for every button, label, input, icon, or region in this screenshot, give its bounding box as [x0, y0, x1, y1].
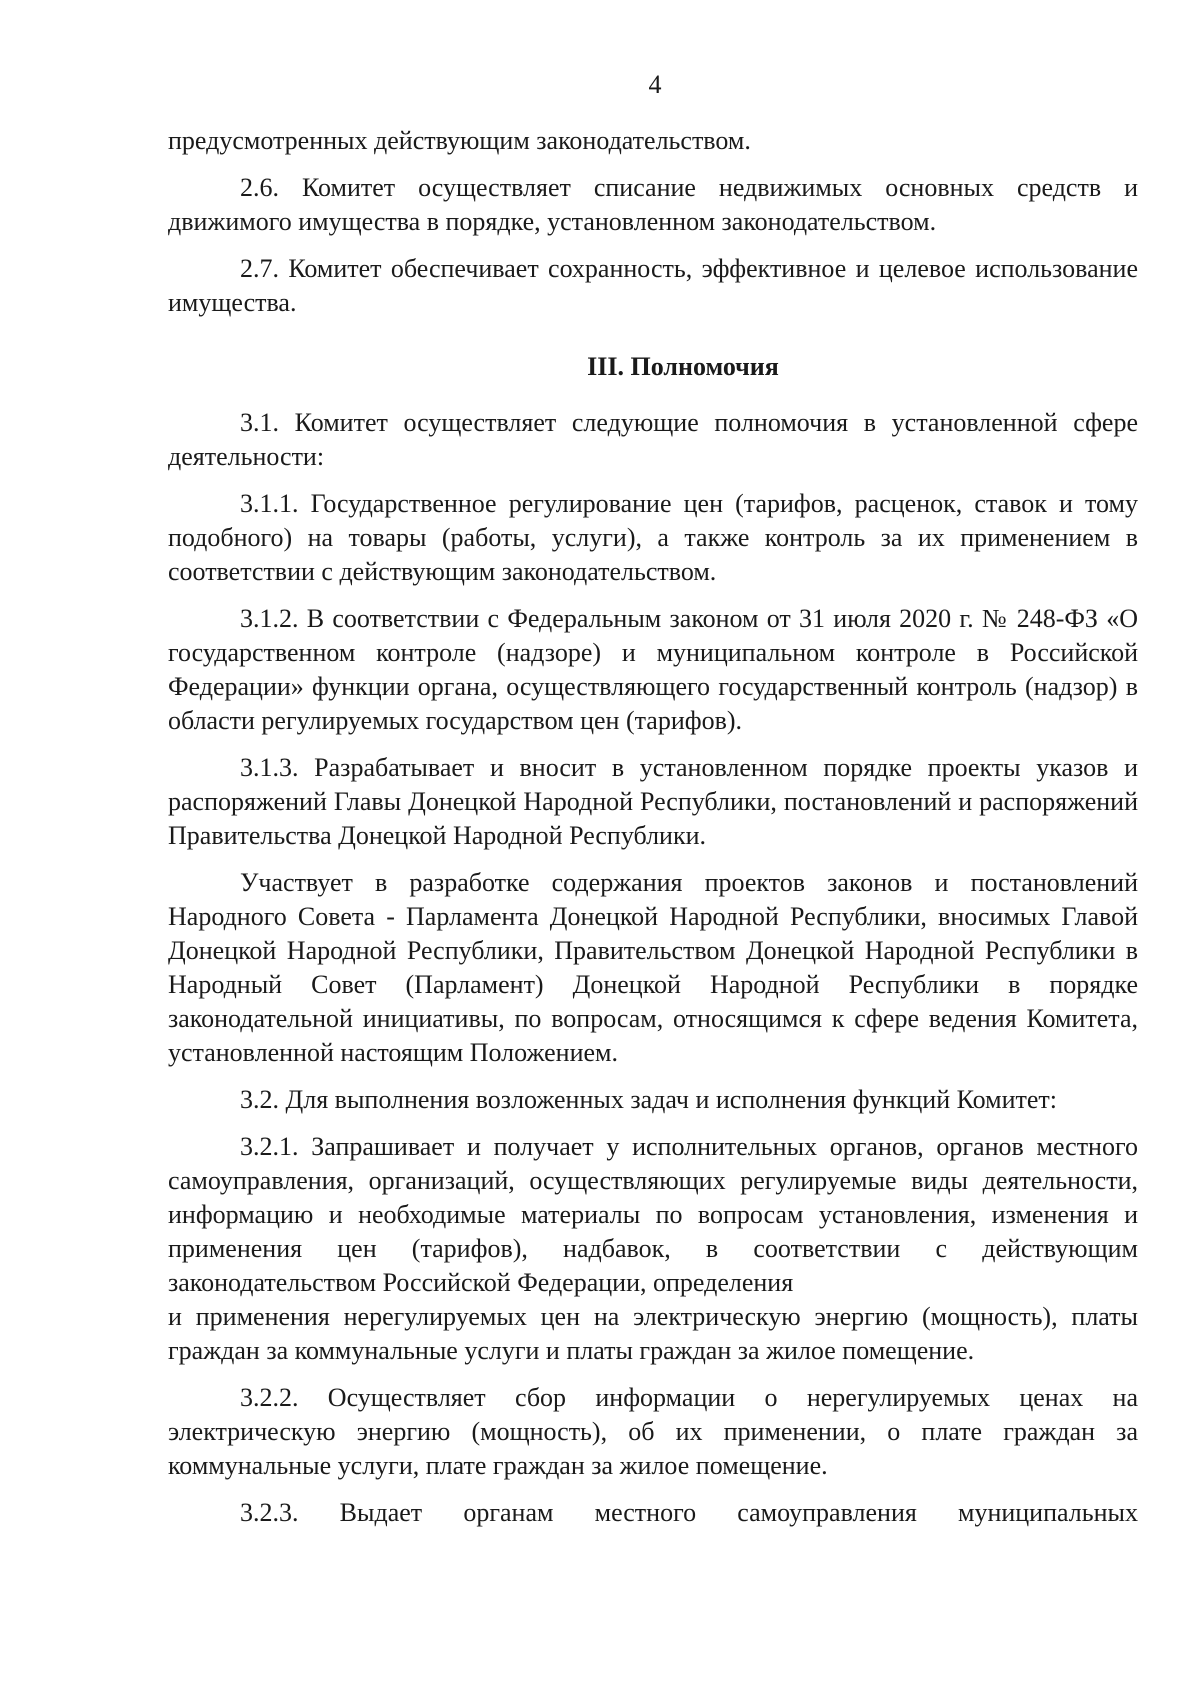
page-number: 4 [648, 70, 662, 99]
paragraph-3-2: 3.2. Для выполнения возложенных задач и исполнения функций Комитет: [240, 1085, 1058, 1114]
paragraph-3-2-1-part1: 3.2.1. Запрашивает и получает у исполнительных органов, органов местного самоуправления, организаций, осуществляющих регулируемые виды деятельности, информацию и необходимые материалы по вопросам установления, изменения и применения цен (тарифов), надбавок, в соответствии с действующим законодательством Российской Федерации, определения [168, 1132, 1138, 1297]
paragraph-2-7: 2.7. Комитет обеспечивает сохранность, эффективное и целевое использование имущества. [168, 254, 1138, 317]
paragraph-3-1-1: 3.1.1. Государственное регулирование цен (тарифов, расценок, ставок и тому подобного) на товары (работы, услуги), а также контроль за их применением в соответствии с действующим законодательством. [168, 489, 1138, 586]
paragraph-continuation: предусмотренных действующим законодательством. [168, 126, 751, 155]
paragraph-2-6: 2.6. Комитет осуществляет списание недвижимых основных средств и движимого имущества в порядке, установленном законодательством. [168, 173, 1138, 236]
paragraph-participation: Участвует в разработке содержания проектов законов и постановлений Народного Совета - Парламента Донецкой Народной Республики, вносимых Главой Донецкой Народной Республики, Правительством Донецкой Народной Республики в Народный Совет (Парламент) Донецкой Народной Республики в порядке законодательной инициативы, по вопросам, относящимся к сфере ведения Комитета, установленной настоящим Положением. [168, 868, 1138, 1067]
paragraph-3-1-2: 3.1.2. В соответствии с Федеральным законом от 31 июля 2020 г. № 248-ФЗ «О государственном контроле (надзоре) и муниципальном контроле в Российской Федерации» функции органа, осуществляющего государственный контроль (надзор) в области регулируемых государством цен (тарифов). [168, 604, 1138, 735]
document-body [168, 124, 1138, 1543]
paragraph-3-1: 3.1. Комитет осуществляет следующие полномочия в установленной сфере деятельности: [168, 408, 1138, 471]
section-heading: III. Полномочия [587, 352, 779, 381]
paragraph-3-2-2: 3.2.2. Осуществляет сбор информации о нерегулируемых ценах на электрическую энергию (мощность), об их применении, о плате граждан за коммунальные услуги, плате граждан за жилое помещение. [168, 1383, 1138, 1480]
paragraph-3-2-3: 3.2.3. Выдает органам местного самоуправления муниципальных [240, 1498, 1138, 1527]
paragraph-3-2-1-part2: и применения нерегулируемых цен на электрическую энергию (мощность), платы граждан за коммунальные услуги и платы граждан за жилое помещение. [168, 1302, 1138, 1365]
paragraph-3-1-3: 3.1.3. Разрабатывает и вносит в установленном порядке проекты указов и распоряжений Главы Донецкой Народной Республики, постановлений и распоряжений Правительства Донецкой Народной Республики. [168, 753, 1138, 850]
